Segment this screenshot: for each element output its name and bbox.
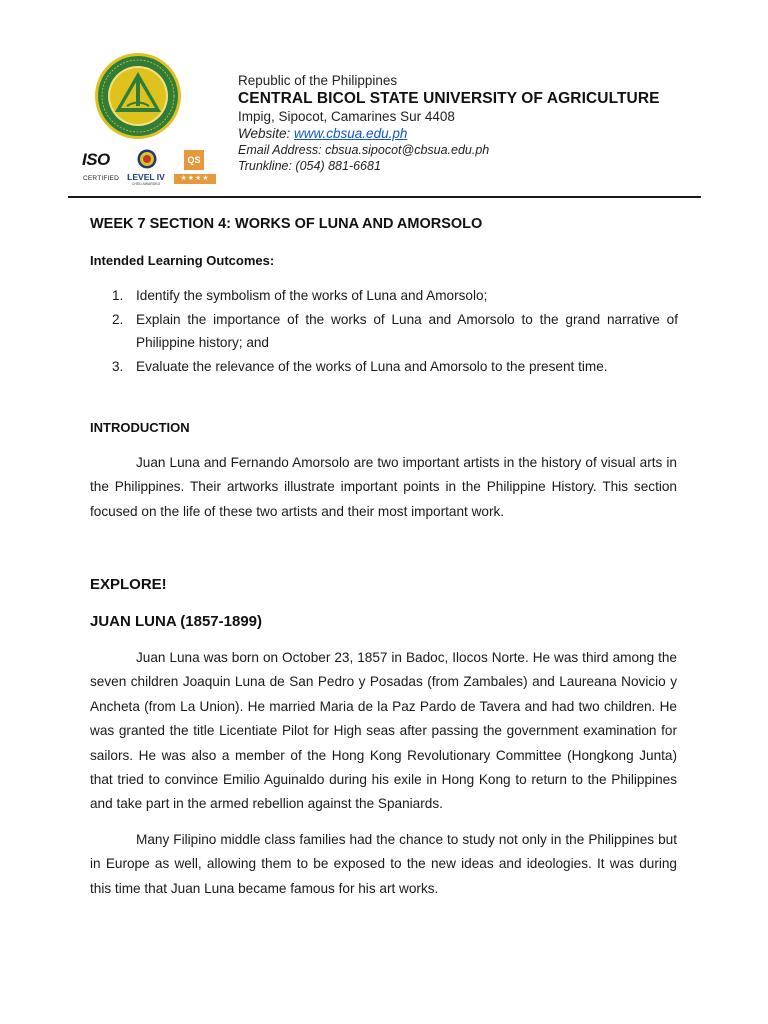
level-sub-text: CHED AWARDED (131, 182, 161, 186)
list-number: 2. (112, 311, 124, 327)
letterhead-text (238, 72, 660, 174)
letterhead (0, 0, 768, 200)
juan-luna-paragraph-1 (90, 646, 677, 817)
iso-certified-badge (80, 148, 120, 188)
list-item-text: Explain the importance of the works of Luna and Amorsolo to the grand narrative of Philippine history; and (136, 311, 678, 350)
university-address: Impig, Sipocot, Camarines Sur 4408 (238, 109, 455, 124)
introduction-text: Juan Luna and Fernando Amorsolo are two important artists in the history of visual arts in the Philippines. Their artworks illustrate important points in the Philippine History. This section focused on the life of these two artists and their most important work. (90, 455, 677, 519)
outcomes-heading: Intended Learning Outcomes: (90, 253, 275, 268)
outcomes-list (90, 284, 678, 378)
explore-heading: EXPLORE! (90, 576, 167, 593)
iso-text: ISO (82, 150, 110, 169)
qs-logo: QS (184, 150, 204, 170)
website-label: Website: (238, 126, 295, 141)
introduction-heading: INTRODUCTION (90, 420, 190, 435)
list-item (90, 355, 678, 379)
list-item (90, 284, 678, 308)
section-title: WEEK 7 SECTION 4: WORKS OF LUNA AND AMORSOLO (90, 216, 483, 232)
list-number: 1. (112, 288, 124, 303)
header-divider (68, 196, 701, 198)
iso-certified-text: CERTIFIED (83, 175, 119, 182)
university-seal-logo (94, 52, 182, 140)
list-item (90, 308, 678, 355)
juan-luna-heading: JUAN LUNA (1857-1899) (90, 613, 263, 630)
introduction-paragraph (90, 451, 677, 524)
republic-line: Republic of the Philippines (238, 73, 398, 88)
list-item-text: Identify the symbolism of the works of Luna and Amorsolo; (136, 288, 488, 303)
level-emblem-icon (137, 149, 157, 169)
level-iv-text: LEVEL IV (127, 172, 165, 182)
juan-luna-text-1: Juan Luna was born on October 23, 1857 in Badoc, Ilocos Norte. He was third among the seven children Joaquin Luna de San Pedro y Posadas (from Zambales) and Laureana Novicio y Ancheta (from La Union). He married Maria de la Paz Pardo de Tavera and had two children. He was granted the title Licentiate Pilot for High seas after passing the government examination for sailors. He was also a member of the Hong Kong Revolutionary Committee (Hongkong Junta) that tried to convince Emilio Aguinaldo during his exile in Hong Kong to return to the Philippines and take part in the armed rebellion against the Spaniards. (90, 650, 677, 812)
list-item-text: Evaluate the relevance of the works of Luna and Amorsolo to the present time. (136, 358, 608, 374)
juan-luna-paragraph-2 (90, 828, 677, 901)
accreditation-badges (80, 148, 220, 188)
qs-stars-badge (172, 148, 218, 188)
email-line: Email Address: cbsua.sipocot@cbsua.edu.ph (238, 143, 490, 157)
website-line (238, 125, 660, 142)
qs-star-rating: ★★★★ (174, 174, 216, 184)
juan-luna-text-2: Many Filipino middle class families had the chance to study not only in the Philippines but in Europe as well, allowing them to be exposed to the new ideas and ideologies. It was during this time that Juan Luna became famous for his art works. (90, 832, 677, 896)
list-number: 3. (112, 358, 124, 374)
trunkline-line: Trunkline: (054) 881-6681 (238, 159, 381, 173)
level-iv-badge (124, 148, 168, 188)
university-name: CENTRAL BICOL STATE UNIVERSITY OF AGRICULTURE (238, 90, 660, 107)
website-link[interactable]: www.cbsua.edu.ph (294, 126, 408, 141)
